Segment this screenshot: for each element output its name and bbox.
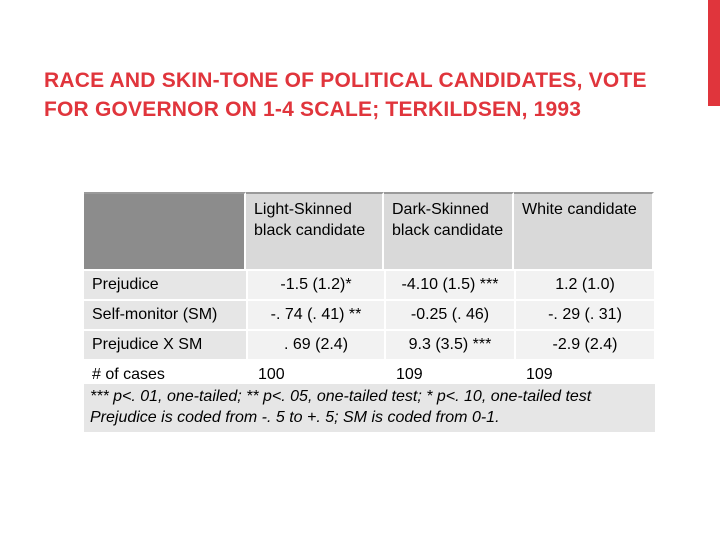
cell-value: 1.2 (1.0) [514,271,654,301]
column-header-white: White candidate [514,192,654,271]
column-header-dark-skinned: Dark-Skinned black candidate [384,192,514,271]
cell-value: -1.5 (1.2)* [246,271,384,301]
table-header-row [84,192,654,271]
table-corner-cell [84,192,246,271]
cell-value: -0.25 (. 46) [384,301,514,331]
table-row-prejudice-x-sm [84,331,654,361]
table-notes [84,384,655,432]
cell-value: 100 [246,361,384,391]
row-label: Prejudice X SM [84,331,246,361]
significance-note: *** p<. 01, one-tailed; ** p<. 05, one-tailed test; * p<. 10, one-tailed test [90,388,592,405]
column-header-light-skinned: Light-Skinned black candidate [246,192,384,271]
row-label: Self-monitor (SM) [84,301,246,331]
row-label: # of cases [84,361,246,391]
slide-title: RACE AND SKIN-TONE OF POLITICAL CANDIDATES, VOTE FOR GOVERNOR ON 1-4 SCALE; TERKILDSEN, 1993 [44,69,647,121]
cell-value: . 69 (2.4) [246,331,384,361]
table-row-prejudice [84,271,654,301]
coding-note: Prejudice is coded from -. 5 to +. 5; SM is coded from 0-1. [90,409,500,426]
cell-value: 109 [514,361,654,391]
accent-bar [708,0,720,106]
table-row-self-monitor [84,301,654,331]
cell-value: -4.10 (1.5) *** [384,271,514,301]
row-label: Prejudice [84,271,246,301]
cell-value: -. 29 (. 31) [514,301,654,331]
cell-value: 109 [384,361,514,391]
cell-value: -. 74 (. 41) ** [246,301,384,331]
results-table [84,192,654,391]
cell-value: 9.3 (3.5) *** [384,331,514,361]
cell-value: -2.9 (2.4) [514,331,654,361]
